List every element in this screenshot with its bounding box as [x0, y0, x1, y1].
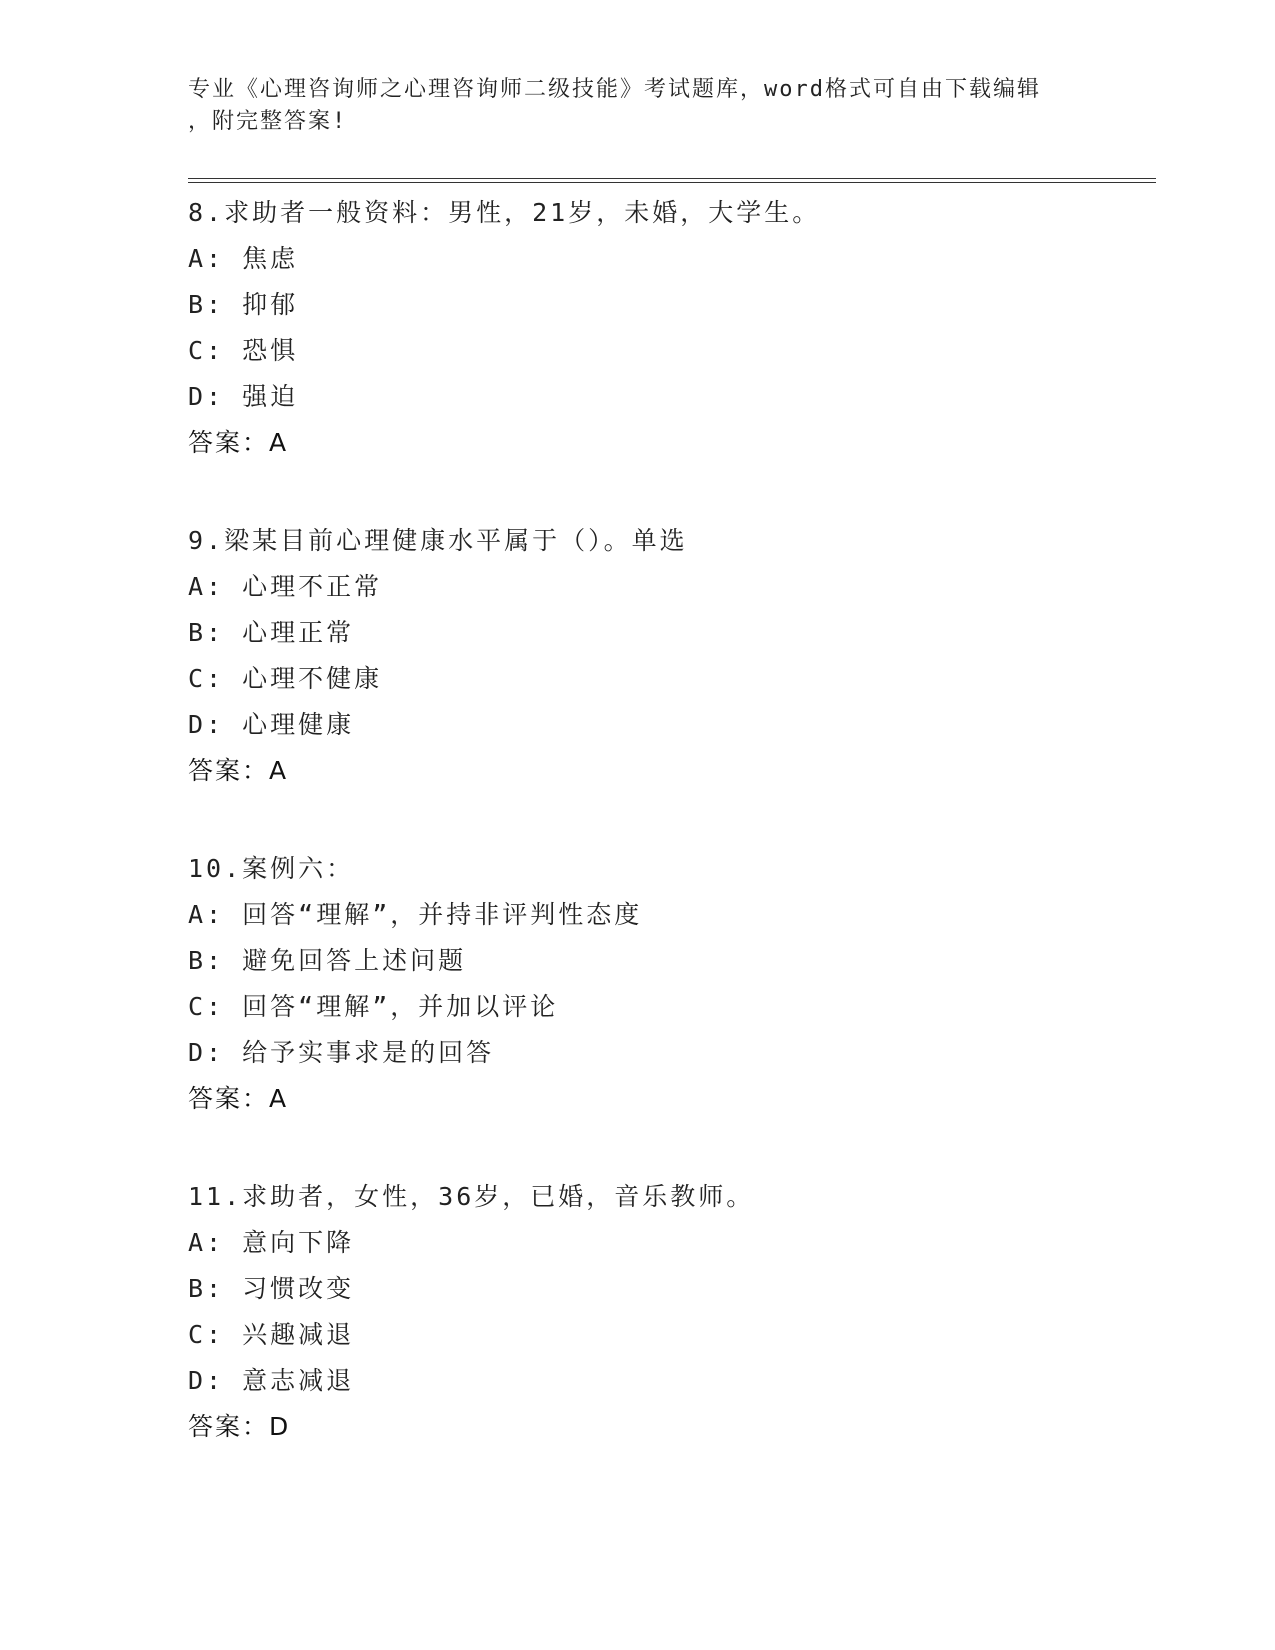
- option-b: B: 心理正常: [188, 618, 355, 647]
- header-line-1: 专业《心理咨询师之心理咨询师二级技能》考试题库，word格式可自由下载编辑: [188, 77, 1041, 102]
- answer-line: 答案：D: [188, 1412, 291, 1441]
- option-a: A: 焦虑: [188, 244, 299, 273]
- option-b: B: 避免回答上述问题: [188, 946, 467, 975]
- header-divider-bottom: [188, 182, 1156, 183]
- option-b: B: 抑郁: [188, 290, 299, 319]
- header-line-2: ，附完整答案!: [188, 109, 348, 134]
- question-stem: 11.求助者，女性，36岁，已婚，音乐教师。: [188, 1182, 755, 1211]
- answer-line: 答案：A: [188, 1084, 289, 1113]
- option-a: A: 心理不正常: [188, 572, 383, 601]
- option-b: B: 习惯改变: [188, 1274, 355, 1303]
- option-c: C: 回答“理解”，并加以评论: [188, 992, 559, 1021]
- option-a: A: 回答“理解”，并持非评判性态度: [188, 900, 643, 929]
- question-11: [188, 1174, 1156, 1450]
- option-c: C: 心理不健康: [188, 664, 383, 693]
- option-d: D: 心理健康: [188, 710, 355, 739]
- question-10: [188, 846, 1156, 1122]
- document-header: [188, 74, 1068, 138]
- option-c: C: 兴趣减退: [188, 1320, 355, 1349]
- question-8: [188, 190, 1156, 466]
- question-9: [188, 518, 1156, 794]
- question-stem: 8.求助者一般资料：男性，21岁，未婚，大学生。: [188, 198, 821, 227]
- option-d: D: 强迫: [188, 382, 299, 411]
- header-divider-top: [188, 178, 1156, 179]
- answer-line: 答案：A: [188, 756, 289, 785]
- question-list: [188, 190, 1156, 1502]
- question-stem: 9.梁某目前心理健康水平属于（）。单选: [188, 526, 688, 555]
- option-d: D: 给予实事求是的回答: [188, 1038, 495, 1067]
- option-a: A: 意向下降: [188, 1228, 355, 1257]
- question-stem: 10.案例六：: [188, 854, 355, 883]
- option-c: C: 恐惧: [188, 336, 299, 365]
- option-d: D: 意志减退: [188, 1366, 355, 1395]
- answer-line: 答案：A: [188, 428, 289, 457]
